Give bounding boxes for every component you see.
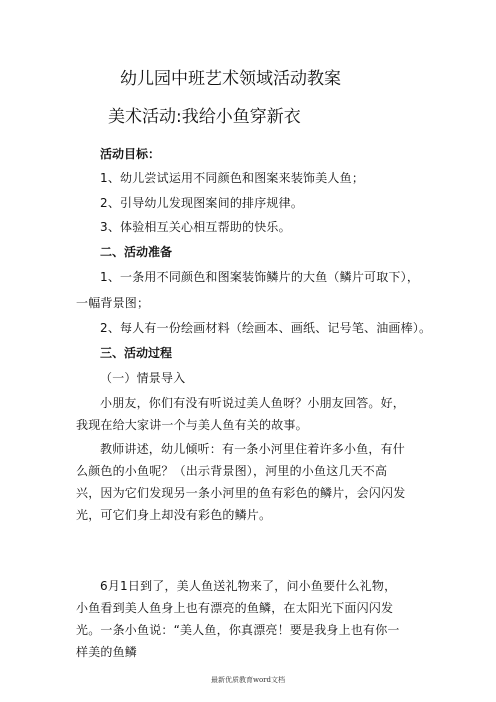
process-heading: 三、活动过程 — [100, 346, 173, 360]
prep-item-2: 2、每人有一份绘画材料（绘画本、画纸、记号笔、油画棒）。 — [100, 321, 432, 335]
document-subtitle: 美术活动:我给小鱼穿新衣 — [108, 107, 301, 127]
goal-1: 1、幼儿尝试运用不同颜色和图案来装饰美人鱼； — [100, 171, 365, 185]
prep-item-1-cont: 一幅背景图； — [76, 296, 150, 310]
page-footer: 最新优质教育word文档 — [210, 676, 286, 684]
goals-heading: 活动目标： — [100, 147, 161, 161]
document-title: 幼儿园中班艺术领域活动教案 — [120, 69, 341, 89]
goal-3: 3、体验相互关心相互帮助的快乐。 — [100, 220, 291, 234]
prep-heading: 二、活动准备 — [100, 245, 173, 259]
goal-2: 2、引导幼儿发现图案间的排序规律。 — [100, 196, 304, 210]
step-1-heading: （一）情景导入 — [100, 371, 186, 385]
paragraph-1: 小朋友，你们有没有听说过美人鱼呀？小朋友回答。好，我现在给大家讲一个与美人鱼有关的故事。 — [76, 396, 406, 432]
paragraph-3: 6月1日到了，美人鱼送礼物来了，问小鱼要什么礼物，小鱼看到美人鱼身上也有漂亮的鱼鳞，在太阳光下面闪闪发光。一条小鱼说：“美人鱼，你真漂亮！要是我身上也有你一样美的鱼鳞 — [76, 579, 400, 659]
paragraph-2: 教师讲述，幼儿倾听：有一条小河里住着许多小鱼，有什么颜色的小鱼呢？（出示背景图），河里的小鱼这几天不高兴，因为它们发现另一条小河里的鱼有彩色的鳞片，会闪闪发光，可它们身上却没有彩色的鳞片。 — [76, 442, 406, 522]
prep-item-1: 1、一条用不同颜色和图案装饰鳞片的大鱼（鳞片可取下）， — [100, 270, 420, 284]
